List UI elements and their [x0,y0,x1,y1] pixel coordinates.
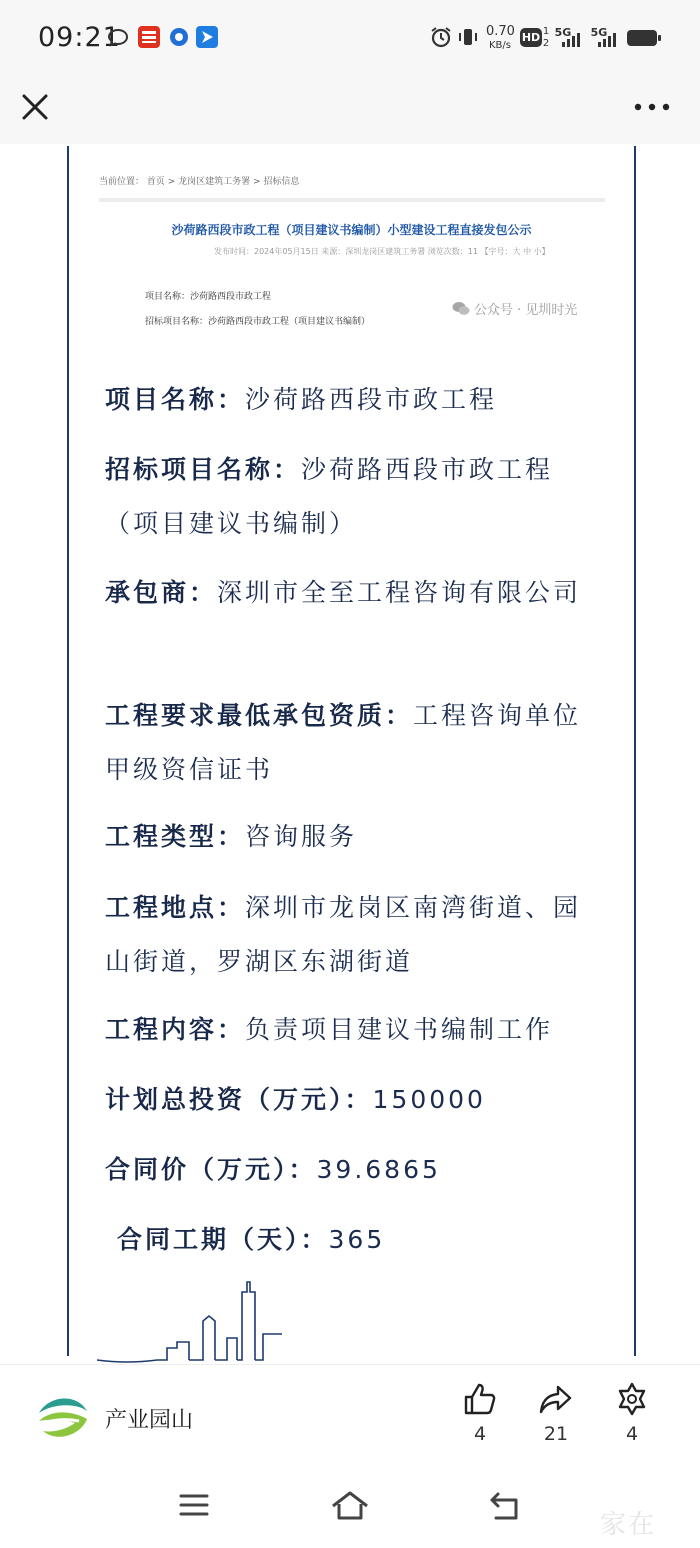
field-value: 深圳市全至工程咨询有限公司 [217,578,582,607]
more-dots-icon [630,92,674,122]
network-type-1: 5G [554,26,572,39]
screenshot-divider [99,198,605,202]
field-value: 沙荷路西段市政工程 [245,385,498,414]
net-speed-unit: KB/s [489,40,511,51]
home-icon [330,1490,370,1522]
watermark-text: 公众号 · 见圳时光 [474,303,578,318]
navigation-app-icon [196,26,218,48]
screenshot-title: 沙荷路西段市政工程（项目建议书编制）小型建设工程直接发包公示 [171,223,532,237]
close-icon [18,90,52,124]
sim-sub-1: 1 [542,26,550,37]
screenshot-meta: 发布时间：2024年05月15日 来源：深圳龙岗区建筑工务署 浏览次数：11 【字号：大 中 小】 [214,247,550,256]
vibrate-icon [457,26,479,48]
net-speed-value: 0.70 [486,24,515,39]
thumbs-up-icon [462,1381,498,1417]
field-value: 365 [328,1225,386,1254]
chat-notification-icon [108,28,128,46]
field-label: 项目名称： [105,385,246,414]
system-navigation-bar [0,1464,700,1548]
field-value: 咨询服务 [245,822,358,851]
field-value: 沙荷路西段市政工程（项目建议书编制） [105,455,554,538]
back-button[interactable] [488,1490,524,1526]
screenshot-row-project: 项目名称：沙荷路西段市政工程 [145,292,272,302]
close-button[interactable] [18,90,52,124]
field-label: 工程地点： [105,893,246,922]
field-value: 39.6865 [316,1155,441,1184]
favorite-button[interactable] [607,1381,657,1445]
article-content [67,146,636,1356]
hd-badge-icon [520,28,542,47]
field-project-name [105,373,605,427]
field-bid-project-name [105,443,605,551]
field-contract-price [105,1143,605,1197]
corner-watermark: 家在 [600,1510,657,1540]
field-contractor [105,566,605,620]
field-label: 承包商： [105,578,218,607]
field-content [105,1003,605,1057]
field-label: 合同价（万元）： [105,1155,317,1184]
city-skyline-illustration [97,1276,297,1366]
signal-strength-2-icon [598,31,616,47]
battery-icon [627,30,657,46]
field-label: 计划总投资（万元）： [105,1085,373,1114]
favorite-count: 4 [625,1423,639,1445]
sim-sub-2: 2 [542,38,550,49]
home-button[interactable] [330,1490,370,1526]
bottom-action-bar [0,1364,700,1465]
account-name[interactable]: 产业园山 [105,1408,194,1433]
field-value: 负责项目建议书编制工作 [245,1015,554,1044]
bank-app-icon [138,26,160,48]
like-button[interactable] [455,1381,505,1445]
top-bar [0,78,700,144]
field-total-investment [105,1073,605,1127]
recent-apps-button[interactable] [178,1490,210,1524]
field-project-type [105,810,605,864]
screenshot-row-bid: 招标项目名称：沙荷路西段市政工程（项目建议书编制） [145,317,371,327]
hd-label: HD [521,31,541,44]
share-count: 21 [543,1423,569,1445]
browser-app-icon [168,26,190,48]
account-logo-icon [35,1389,91,1445]
menu-icon [178,1490,210,1520]
alarm-icon [430,26,452,48]
back-arrow-icon [488,1490,524,1522]
field-value: 深圳市龙岗区南湾街道、园山街道，罗湖区东湖街道 [105,893,582,976]
field-value: 工程咨询单位甲级资信证书 [105,701,582,784]
field-label: 工程类型： [105,822,246,851]
share-arrow-icon [538,1381,574,1417]
screenshot-breadcrumb: 当前位置： 首页 > 龙岗区建筑工务署 > 招标信息 [99,177,300,187]
like-count: 4 [473,1423,487,1445]
status-bar [0,0,700,78]
field-label: 合同工期（天）： [117,1225,329,1254]
field-location [105,881,605,989]
account-logo[interactable] [35,1389,91,1445]
favorite-star-icon [614,1381,650,1417]
wechat-icon [452,301,470,316]
field-label: 工程内容： [105,1015,246,1044]
field-label: 招标项目名称： [105,455,302,484]
field-qualification [105,689,605,797]
field-contract-period [117,1213,617,1267]
signal-strength-1-icon [562,31,580,47]
more-options-button[interactable] [630,92,674,122]
share-button[interactable] [531,1381,581,1445]
announcement-screenshot [69,146,634,346]
status-time: 09:21 [38,22,121,53]
network-type-2: 5G [590,26,608,39]
field-label: 工程要求最低承包资质： [105,701,414,730]
watermark [452,299,577,318]
field-value: 150000 [372,1085,486,1114]
